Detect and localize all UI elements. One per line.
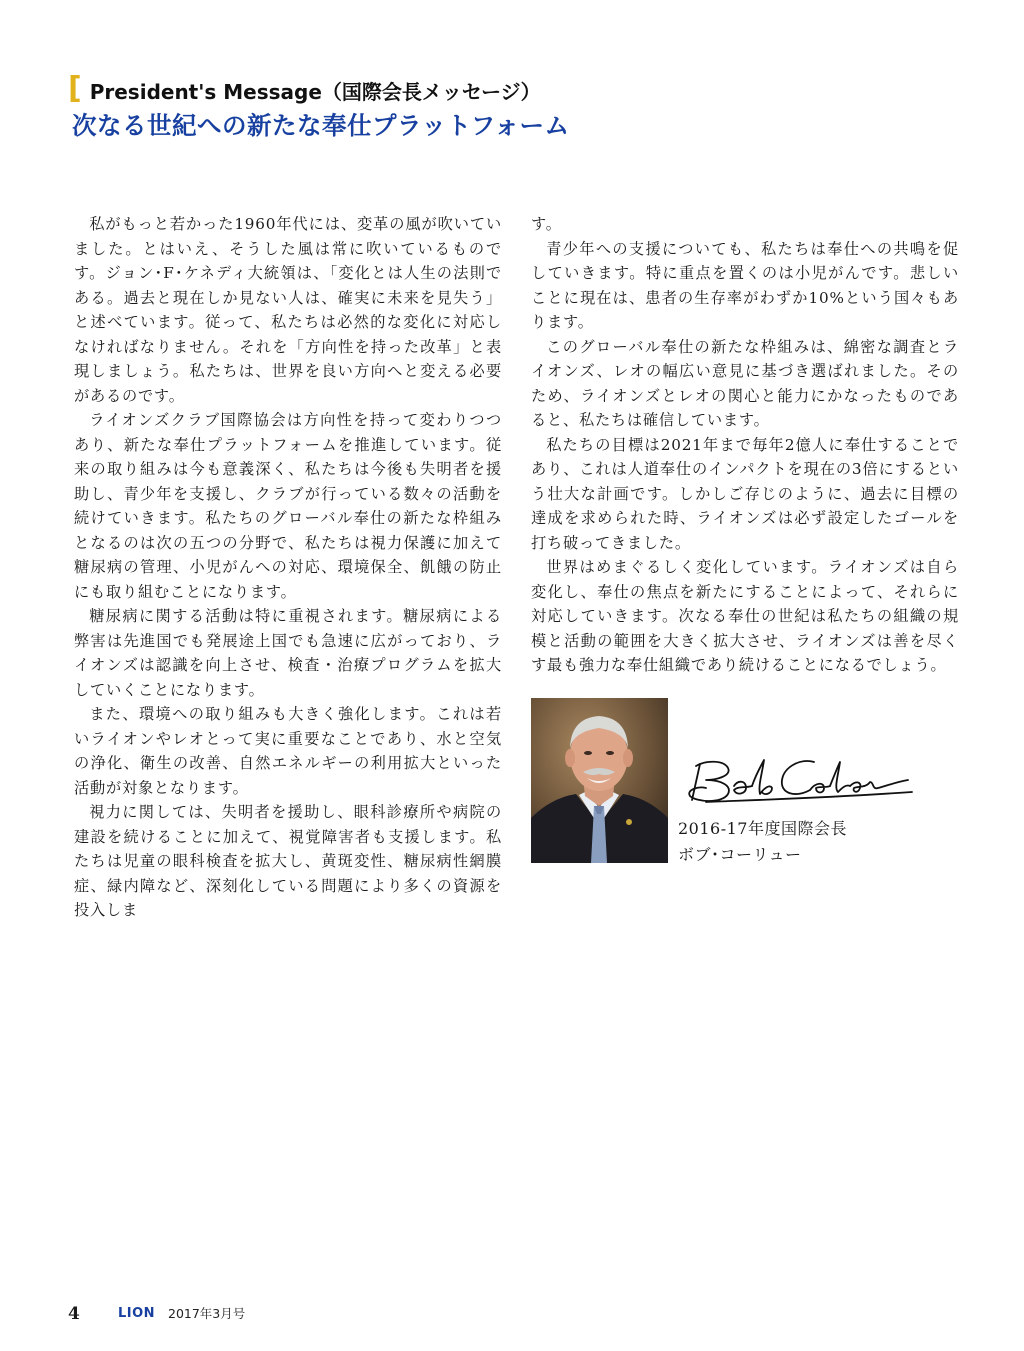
page-number: 4 <box>68 1304 80 1324</box>
magazine-brand: LION <box>118 1306 156 1321</box>
page-title: 次なる世紀への新たな奉仕プラットフォーム <box>72 111 570 140</box>
paragraph: 糖尿病に関する活動は特に重視されます。糖尿病による弊害は先進国でも発展途上国でも急速に広がっており、ライオンズは認識を向上させ、検査・治療プログラムを拡大していくことになります。 <box>74 607 502 699</box>
body-column-right <box>531 212 959 678</box>
president-portrait <box>531 698 668 863</box>
paragraph: 視力に関しては、失明者を援助し、眼科診療所や病院の建設を続けることに加えて、視覚障害者も支援します。私たちは児童の眼科検査を拡大し、黄斑変性、糖尿病性網膜症、緑内障など、深刻化している問題により多くの資源を投入しま <box>74 803 502 919</box>
paragraph: 世界はめまぐるしく変化しています。ライオンズは自ら変化し、奉仕の焦点を新たにすることによって、それらに対応していきます。次なる奉仕の世紀は私たちの組織の規模と活動の範囲を大きく拡大させ、ライオンズは善を尽くす最も強力な奉仕組織であり続けることになるでしょう。 <box>531 558 959 674</box>
paragraph: また、環境への取り組みも大きく強化します。これは若いライオンやレオとって実に重要なことであり、水と空気の浄化、衛生の改善、自然エネルギーの利用拡大といった活動が対象となります。 <box>74 705 502 797</box>
paragraph: ライオンズクラブ国際協会は方向性を持って変わりつつあり、新たな奉仕プラットフォームを推進しています。従来の取り組みは今も意義深く、私たちは今後も失明者を援助し、青少年を支援し、クラブが行っている数々の活動を続けていきます。私たちのグローバル奉仕の新たな枠組みとなるのは次の五つの分野で、私たちは視力保護に加えて糖尿病の管理、小児がんへの対応、環境保全、飢餓の防止にも取り組むことになります。 <box>74 411 502 601</box>
issue-date: 2017年3月号 <box>168 1306 246 1321</box>
portrait-illustration <box>531 698 668 863</box>
signoff-title: 2016-17年度国際会長 <box>678 819 847 838</box>
paragraph-continuation: す。 <box>531 215 562 233</box>
paragraph: 私がもっと若かった1960年代には、変革の風が吹いていました。とはいえ、そうした風は常に吹いているものです。ジョン･F･ケネディ大統領は、「変化とは人生の法則である。過去と現在しか見ない人は、確実に未来を見失う」と述べています。従って、私たちは必然的な変化に対応しなければなりません。それを「方向性を持った改革」と表現しましょう。私たちは、世界を良い方向へと変える必要があるのです。 <box>74 215 502 405</box>
section-kicker <box>68 71 541 106</box>
paragraph: このグローバル奉仕の新たな枠組みは、綿密な調査とライオンズ、レオの幅広い意見に基づき選ばれました。そのため、ライオンズとレオの関心と能力にかなったものであると、私たちは確信しています。 <box>531 337 959 429</box>
signoff-name: ボブ･コーリュー <box>678 845 802 864</box>
paragraph: 青少年への支援についても、私たちは奉仕への共鳴を促していきます。特に重点を置くのは小児がんです。悲しいことに現在は、患者の生存率がわずか10%という国々もあります。 <box>531 239 959 331</box>
signature-image <box>676 752 916 810</box>
body-column-left <box>74 212 502 923</box>
paragraph: 私たちの目標は2021年まで毎年2億人に奉仕することであり、これは人道奉仕のインパクトを現在の3倍にするという壮大な計画です。しかしご存じのように、過去に目標の達成を求められた時、ライオンズは必ず設定したゴールを打ち破ってきました。 <box>531 435 959 552</box>
kicker-text: President's Message（国際会長メッセージ） <box>89 79 541 104</box>
bracket-decoration: [ <box>68 71 82 106</box>
